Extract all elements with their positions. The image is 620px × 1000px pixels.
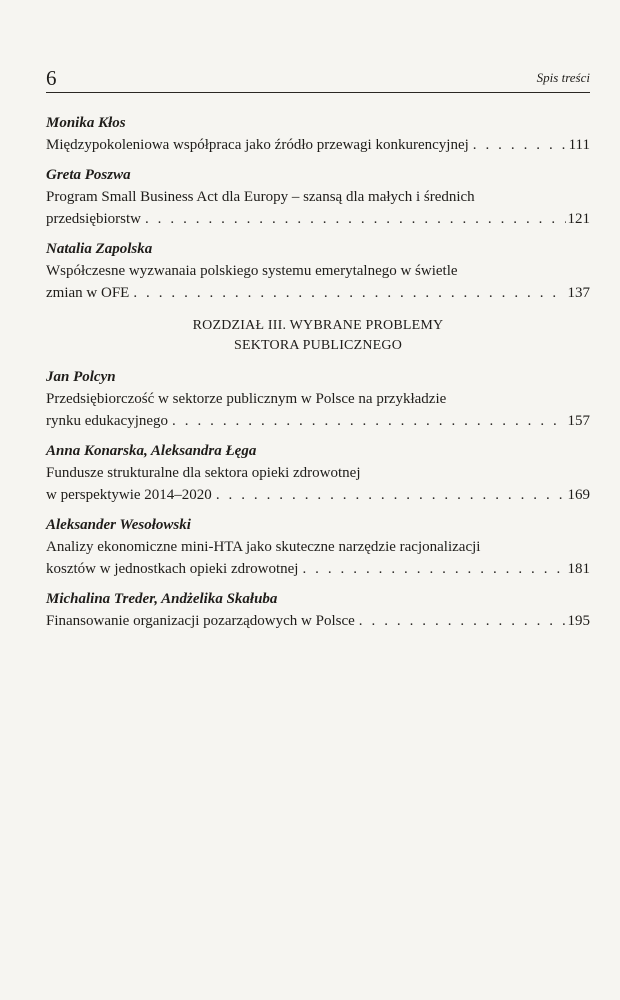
toc-entry-page-number: 111 <box>568 137 590 153</box>
toc-entry-last-line <box>46 410 590 432</box>
toc-entry-author: Michalina Treder, Andżelika Skałuba <box>46 591 278 607</box>
toc-entry[interactable] <box>46 164 590 230</box>
dot-leader <box>469 134 567 156</box>
toc-entry[interactable] <box>46 514 590 580</box>
dot-leader <box>168 410 565 432</box>
toc-entry[interactable] <box>46 238 590 304</box>
toc-entry[interactable] <box>46 366 590 432</box>
chapter-heading-line-2: SEKTORA PUBLICZNEGO <box>233 338 403 353</box>
toc-entry-last-line <box>46 484 590 506</box>
toc-entry-last-line <box>46 282 590 304</box>
toc-entry-author: Greta Poszwa <box>46 167 131 183</box>
toc-entry-title-line: zmian w OFE <box>46 285 130 301</box>
table-of-contents <box>46 112 590 640</box>
toc-entry[interactable] <box>46 112 590 156</box>
toc-entry-last-line <box>46 558 590 580</box>
toc-entry-title-line: Finansowanie organizacji pozarządowych w Polsce <box>46 613 355 629</box>
toc-entry-title-line: Międzypokoleniowa współpraca jako źródło przewagi konkurencyjnej <box>46 137 469 153</box>
toc-entry-title-line: przedsiębiorstw <box>46 211 141 227</box>
toc-entry-page-number: 121 <box>567 211 590 227</box>
toc-entry-title-line: rynku edukacyjnego <box>46 413 169 429</box>
dot-leader <box>212 484 566 506</box>
chapter-heading-line-1: ROZDZIAŁ III. WYBRANE PROBLEMY <box>192 318 444 333</box>
toc-entry[interactable] <box>46 440 590 506</box>
running-title: Spis treści <box>536 70 590 85</box>
toc-entry-title-line: Fundusze strukturalne dla sektora opieki zdrowotnej <box>46 465 361 481</box>
dot-leader <box>355 610 566 632</box>
toc-entry-title-line: Przedsiębiorczość w sektorze publicznym w Polsce na przykładzie <box>46 391 447 407</box>
toc-entry-title-line: kosztów w jednostkach opieki zdrowotnej <box>46 561 299 577</box>
toc-section-2 <box>46 366 590 632</box>
toc-entry-page-number: 169 <box>567 487 590 503</box>
toc-entry-title-line: Współczesne wyzwanaia polskiego systemu emerytalnego w świetle <box>46 263 458 279</box>
toc-entry-page-number: 181 <box>567 561 590 577</box>
dot-leader <box>129 282 565 304</box>
toc-entry-last-line <box>46 134 590 156</box>
header-rule <box>46 92 590 93</box>
toc-entry-author: Anna Konarska, Aleksandra Łęga <box>46 443 257 459</box>
toc-entry-title-line: w perspektywie 2014–2020 <box>46 487 212 503</box>
toc-entry-page-number: 137 <box>567 285 590 301</box>
dot-leader <box>141 208 566 230</box>
toc-entry-title-line: Analizy ekonomiczne mini-HTA jako skuteczne narzędzie racjonalizacji <box>46 539 481 555</box>
toc-entry-last-line <box>46 610 590 632</box>
toc-entry-author: Monika Kłos <box>46 115 126 131</box>
toc-entry-title-line: Program Small Business Act dla Europy – szansą dla małych i średnich <box>46 189 475 205</box>
book-page <box>46 0 590 1000</box>
chapter-heading <box>46 316 590 356</box>
dot-leader <box>298 558 565 580</box>
toc-entry-page-number: 195 <box>567 613 590 629</box>
toc-entry-last-line <box>46 208 590 230</box>
toc-entry-page-number: 157 <box>567 413 590 429</box>
toc-section-1 <box>46 112 590 304</box>
toc-entry[interactable] <box>46 588 590 632</box>
page-number: 6 <box>46 66 57 90</box>
page-header <box>46 62 590 94</box>
toc-entry-author: Jan Polcyn <box>46 369 116 385</box>
toc-entry-author: Natalia Zapolska <box>46 241 153 257</box>
toc-entry-author: Aleksander Wesołowski <box>46 517 191 533</box>
